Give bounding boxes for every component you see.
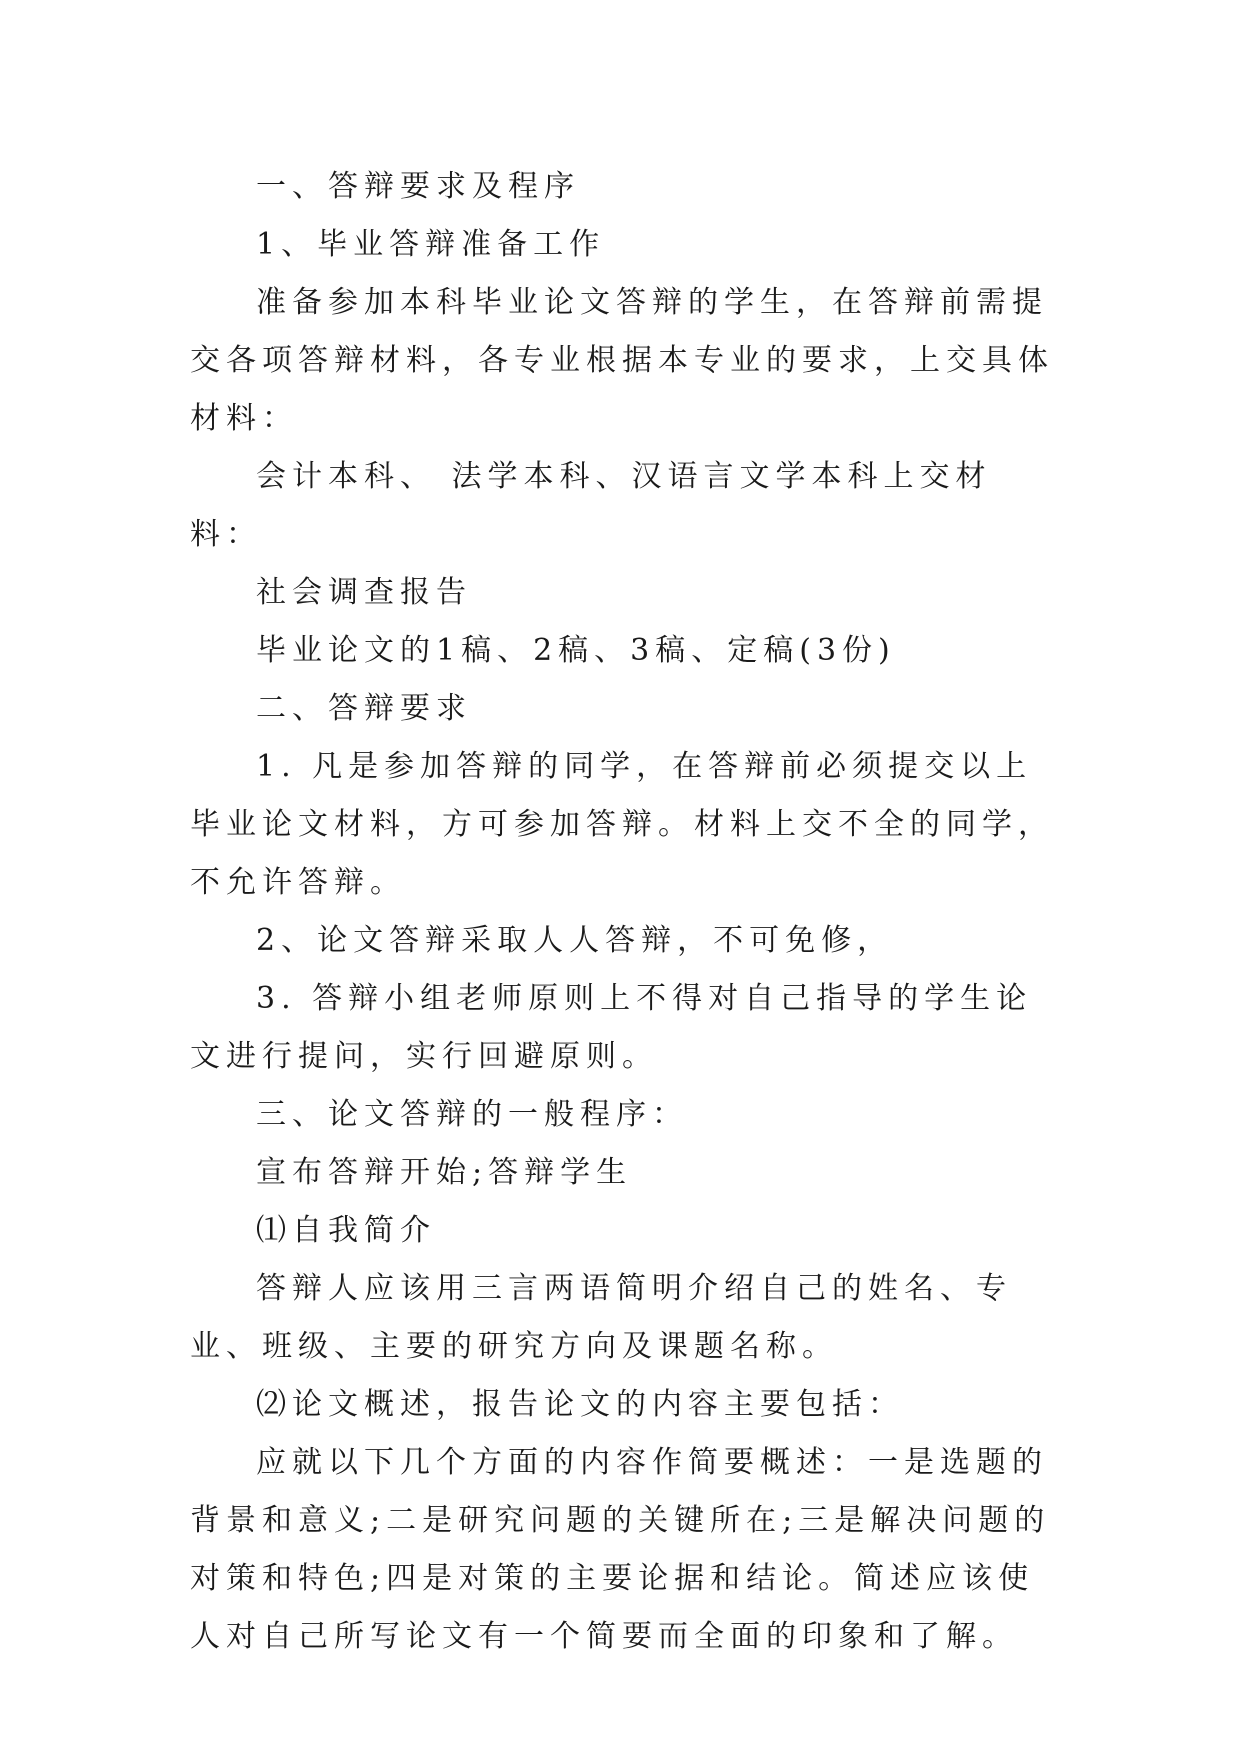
document-body <box>190 158 1060 1666</box>
paragraph-preparation-materials: 准备参加本科毕业论文答辩的学生，在答辩前需提交各项答辩材料，各专业根据本专业的要求，上交具体材料： <box>190 285 1054 436</box>
subheading-thesis-overview: ⑵论文概述，报告论文的内容主要包括： <box>256 1387 904 1422</box>
item-social-survey-report: 社会调查报告 <box>256 575 472 610</box>
paragraph-self-introduction: 答辩人应该用三言两语简明介绍自己的姓名、专业、班级、主要的研究方向及课题名称。 <box>190 1271 1012 1364</box>
heading-section-2: 二、答辩要求 <box>256 691 472 726</box>
paragraph-requirement-3: 3. 答辩小组老师原则上不得对自己指导的学生论文进行提问，实行回避原则。 <box>190 981 1033 1074</box>
item-thesis-drafts: 毕业论文的1稿、2稿、3稿、定稿(3份) <box>256 633 896 668</box>
heading-section-1: 一、答辩要求及程序 <box>256 169 580 204</box>
paragraph-requirement-2: 2、论文答辩采取人人答辩，不可免修， <box>256 923 894 958</box>
heading-section-3: 三、论文答辩的一般程序： <box>256 1097 688 1132</box>
paragraph-thesis-overview: 应就以下几个方面的内容作简要概述：一是选题的背景和意义;二是研究问题的关键所在;三是解决问题的对策和特色;四是对策的主要论据和结论。简述应该使人对自己所写论文有一个简要而全面的印象和了解。 <box>190 1445 1051 1654</box>
subheading-preparation: 1、毕业答辩准备工作 <box>256 227 606 262</box>
paragraph-requirement-1: 1. 凡是参加答辩的同学，在答辩前必须提交以上毕业论文材料，方可参加答辩。材料上交不全的同学，不允许答辩。 <box>190 749 1054 900</box>
subheading-self-introduction: ⑴自我简介 <box>256 1213 436 1248</box>
paragraph-defense-start: 宣布答辩开始;答辩学生 <box>256 1155 633 1190</box>
paragraph-majors-list: 会计本科、 法学本科、汉语言文学本科上交材料： <box>190 459 992 552</box>
